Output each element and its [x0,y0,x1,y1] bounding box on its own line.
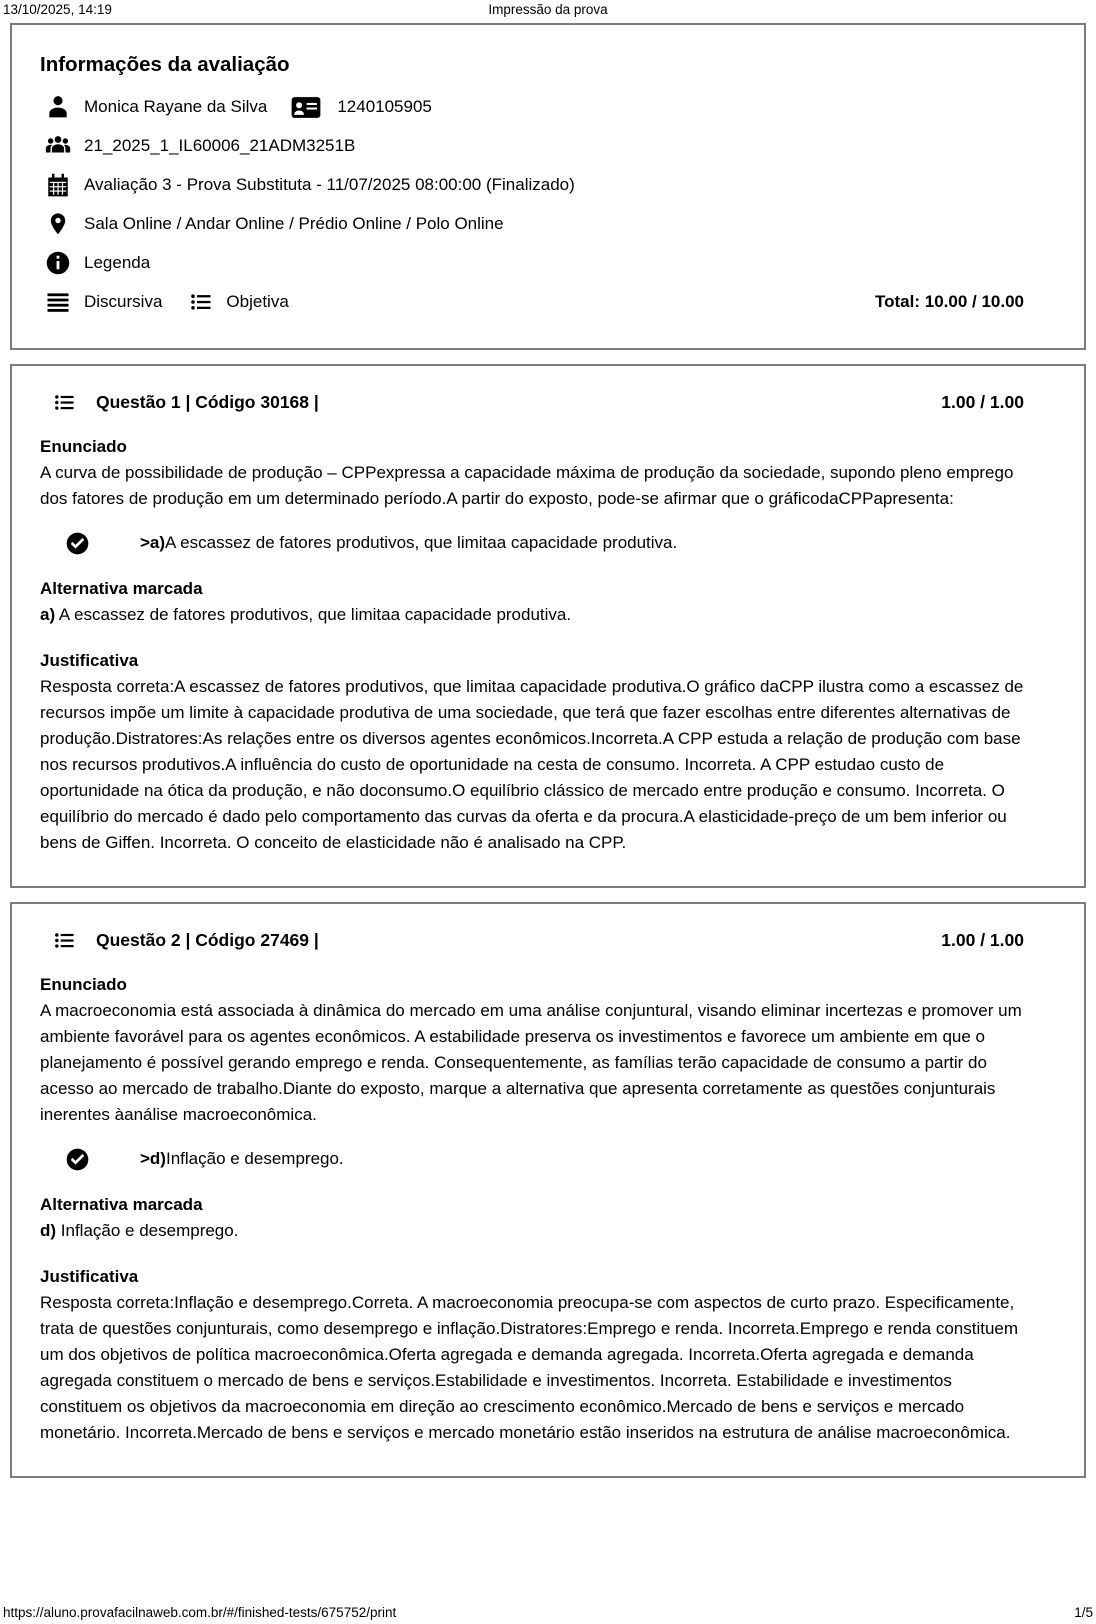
question-list-icon [49,391,79,414]
person-icon [40,94,76,120]
justification-section [40,648,1024,856]
print-header [0,0,1096,17]
legend-title-row [40,249,1024,277]
exam-info-panel [10,23,1086,350]
enunciado-text: A curva de possibilidade de produção – CPPexpressa a capacidade máxima de produção da sociedade, supondo pleno emprego dos fatores de produção em um determinado período.A partir do exposto, pode-se afirmar que o gráficodaCPPapresenta: [40,463,1014,508]
question-title: Questão 2 | Código 27469 | [96,930,319,950]
enunciado-label: Enunciado [40,437,127,456]
marked-alternative-text: d) Inflação e desemprego. [40,1221,239,1240]
group-icon [40,133,76,159]
justification-text: Resposta correta:A escassez de fatores produtivos, que limitaa capacidade produtiva.O gráfico daCPP ilustra como a escassez de recursos impõe um limite à capacidade produtiva de uma sociedade, que terá que fazer escolhas entre diferentes alternativas de produção.Distratores:As relações entre os diversos agentes econômicos.Incorreta.A CPP estuda a relação de produção com base nos recursos produtivos.A influência do custo de oportunidade na cesta de consumo. Incorreta. A CPP estudao custo de oportunidade na ótica da produção, e não doconsumo.O equilíbrio clássico de mercado entre produção e consumo. Incorreta. O equilíbrio do mercado é dado pelo comportamento das curvas da oferta e da procura.A elasticidade-preço de um bem inferior ou bens de Giffen. Incorreta. O conceito de elasticidade não é analisado na CPP. [40,677,1024,852]
justification-label: Justificativa [40,651,139,670]
question-list-icon [49,929,79,952]
total-score: Total: 10.00 / 10.00 [875,292,1024,311]
objective-list-icon [188,290,214,314]
class-row [40,132,1024,160]
correct-answer-text: >d)Inflação e desemprego. [140,1149,344,1168]
student-id: 1240105905 [337,97,432,116]
marked-alternative-section [40,1192,1024,1244]
info-title: Informações da avaliação [40,53,290,76]
location-pin-icon [40,210,76,238]
justification-text: Resposta correta:Inflação e desemprego.Correta. A macroeconomia preocupa-se com aspectos de curto prazo. Especificamente, trata de questões conjunturais, como desemprego e inflação.Distratores:Emprego e renda. Incorreta.Emprego e renda constituem um dos objetivos de política macroeconômica.Oferta agregada e demanda agregada. Incorreta.Oferta agregada e demanda agregada constituem o mercado de bens e serviços.Estabilidade e investimentos. Incorreta. Estabilidade e investimentos constituem os objetivos da macroeconomia em direção ao crescimento econômico.Mercado de bens e serviços e mercado monetário. Incorreta.Mercado de bens e serviços e mercado monetário estão inseridos na estrutura de análise macroeconômica. [40,1293,1019,1442]
enunciado-section [40,972,1024,1128]
correct-answer-row [40,530,1024,556]
marked-alternative-label: Alternativa marcada [40,1195,203,1214]
calendar-icon [40,172,76,199]
correct-answer-row [40,1146,1024,1172]
id-card-icon [291,96,321,119]
footer-page-number: 1/5 [1074,1605,1093,1620]
legend-label: Legenda [84,253,151,272]
question-score: 1.00 / 1.00 [941,392,1024,412]
objective-label: Objetiva [226,292,289,311]
marked-alternative-text: a) A escassez de fatores produtivos, que limitaa capacidade produtiva. [40,605,572,624]
question-card-1 [10,364,1086,888]
exam-row [40,171,1024,199]
student-name: Monica Rayane da Silva [84,97,268,116]
check-circle-icon [64,1147,90,1172]
print-timestamp: 13/10/2025, 14:19 [3,2,112,17]
print-title: Impressão da prova [488,2,608,17]
question-title: Questão 1 | Código 30168 | [96,392,319,412]
marked-alternative-section [40,576,1024,628]
exam-name: Avaliação 3 - Prova Substituta - 11/07/2025 08:00:00 (Finalizado) [84,175,575,194]
location-text: Sala Online / Andar Online / Prédio Online / Polo Online [84,214,504,233]
student-row [40,93,1024,121]
discursive-bars-icon [40,290,76,314]
legend-row [40,288,1024,316]
location-row [40,210,1024,238]
question-score: 1.00 / 1.00 [941,930,1024,950]
question-header [40,928,1024,952]
justification-section [40,1264,1024,1446]
enunciado-section [40,434,1024,512]
question-card-2 [10,902,1086,1478]
discursive-label: Discursiva [84,292,163,311]
correct-answer-text: >a)A escassez de fatores produtivos, que limitaa capacidade produtiva. [140,533,678,552]
marked-alternative-label: Alternativa marcada [40,579,203,598]
check-circle-icon [64,531,90,556]
class-code: 21_2025_1_IL60006_21ADM3251B [84,136,356,155]
enunciado-text: A macroeconomia está associada à dinâmica do mercado em uma análise conjuntural, visando eliminar incertezas e promover um ambiente favorável para os agentes econômicos. A estabilidade preserva os investimentos e favorece um ambiente em que o planejamento é possível gerando emprego e renda. Consequentemente, as famílias terão capacidade de consumo a partir do acesso ao mercado de trabalho.Diante do exposto, marque a alternativa que apresenta corretamente as questões conjunturais inerentes àanálise macroeconômica. [40,1001,1022,1124]
question-header [40,390,1024,414]
info-icon [40,250,76,276]
justification-label: Justificativa [40,1267,139,1286]
enunciado-label: Enunciado [40,975,127,994]
print-footer [3,1605,1093,1620]
footer-url: https://aluno.provafacilnaweb.com.br/#/finished-tests/675752/print [3,1605,397,1620]
